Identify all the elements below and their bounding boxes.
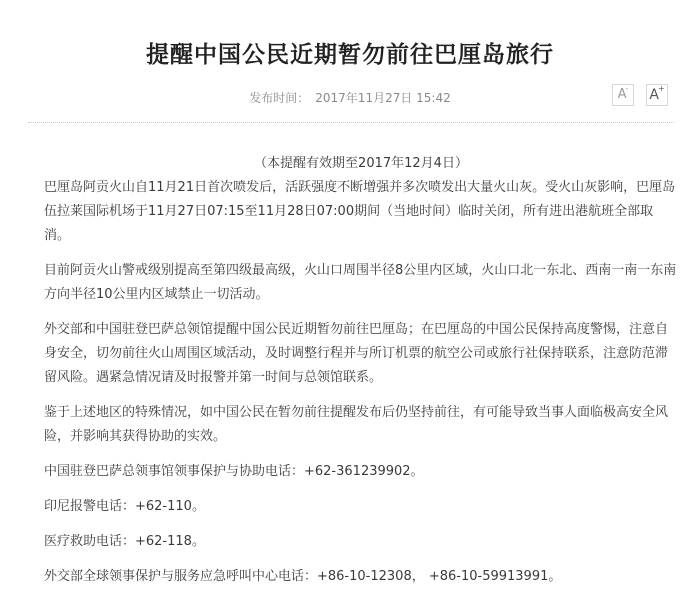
header-divider <box>28 122 674 123</box>
article-title: 提醒中国公民近期暂勿前往巴厘岛旅行 <box>146 41 554 68</box>
minus-icon: - <box>625 84 629 93</box>
publish-time <box>0 89 700 106</box>
paragraph-travel-advice: 外交部和中国驻登巴萨总领馆提醒中国公民近期暂勿前往巴厘岛；在巴厘岛的中国公民保持高度警惕，注意自身安全，切勿前往火山周围区域活动，及时调整行程并与所订机票的航空公司或旅行社保持联系，注意防范滞留风险。遇紧急情况请及时报警并第一时间与总领馆联系。 <box>44 322 669 385</box>
contact-consulate: 中国驻登巴萨总领事馆领事保护与协助电话：+62-361239902。 <box>44 464 424 479</box>
plus-icon: + <box>657 84 665 93</box>
contact-mfa-hotline: 外交部全球领事保护与服务应急呼叫中心电话：+86-10-12308， +86-10-59913991。 <box>44 569 562 584</box>
contact-police: 印尼报警电话：+62-110。 <box>44 499 205 514</box>
paragraph-volcano-eruption: 巴厘岛阿贡火山自11月21日首次喷发后，活跃强度不断增强并多次喷发出大量火山灰。受火山灰影响，巴厘岛伍拉莱国际机场于11月27日07:15至11月28日07:00期间（当地时间）临时关闭，所有进出港航班全部取消。 <box>44 180 676 243</box>
article-body <box>44 152 678 589</box>
paragraph-risk-warning: 鉴于上述地区的特殊情况，如中国公民在暂勿前往提醒发布后仍坚持前往，有可能导致当事人面临极高安全风险，并影响其获得协助的实效。 <box>44 405 669 444</box>
font-decrease-icon-letter: A <box>617 87 627 102</box>
publish-time-value: 2017年11月27日 15:42 <box>315 91 451 105</box>
paragraph-alert-level: 目前阿贡火山警戒级别提高至第四级最高级，火山口周围半径8公里内区域，火山口北一东北、西南一南一东南方向半径10公里内区域禁止一切活动。 <box>44 263 677 302</box>
contact-medical: 医疗救助电话：+62-118。 <box>44 534 205 549</box>
validity-note: （本提醒有效期至2017年12月4日） <box>254 156 468 171</box>
font-increase-icon-letter: A <box>649 87 659 103</box>
font-size-decrease-button[interactable] <box>612 84 634 106</box>
publish-time-label: 发布时间： <box>249 91 310 105</box>
font-size-increase-button[interactable] <box>646 84 668 106</box>
